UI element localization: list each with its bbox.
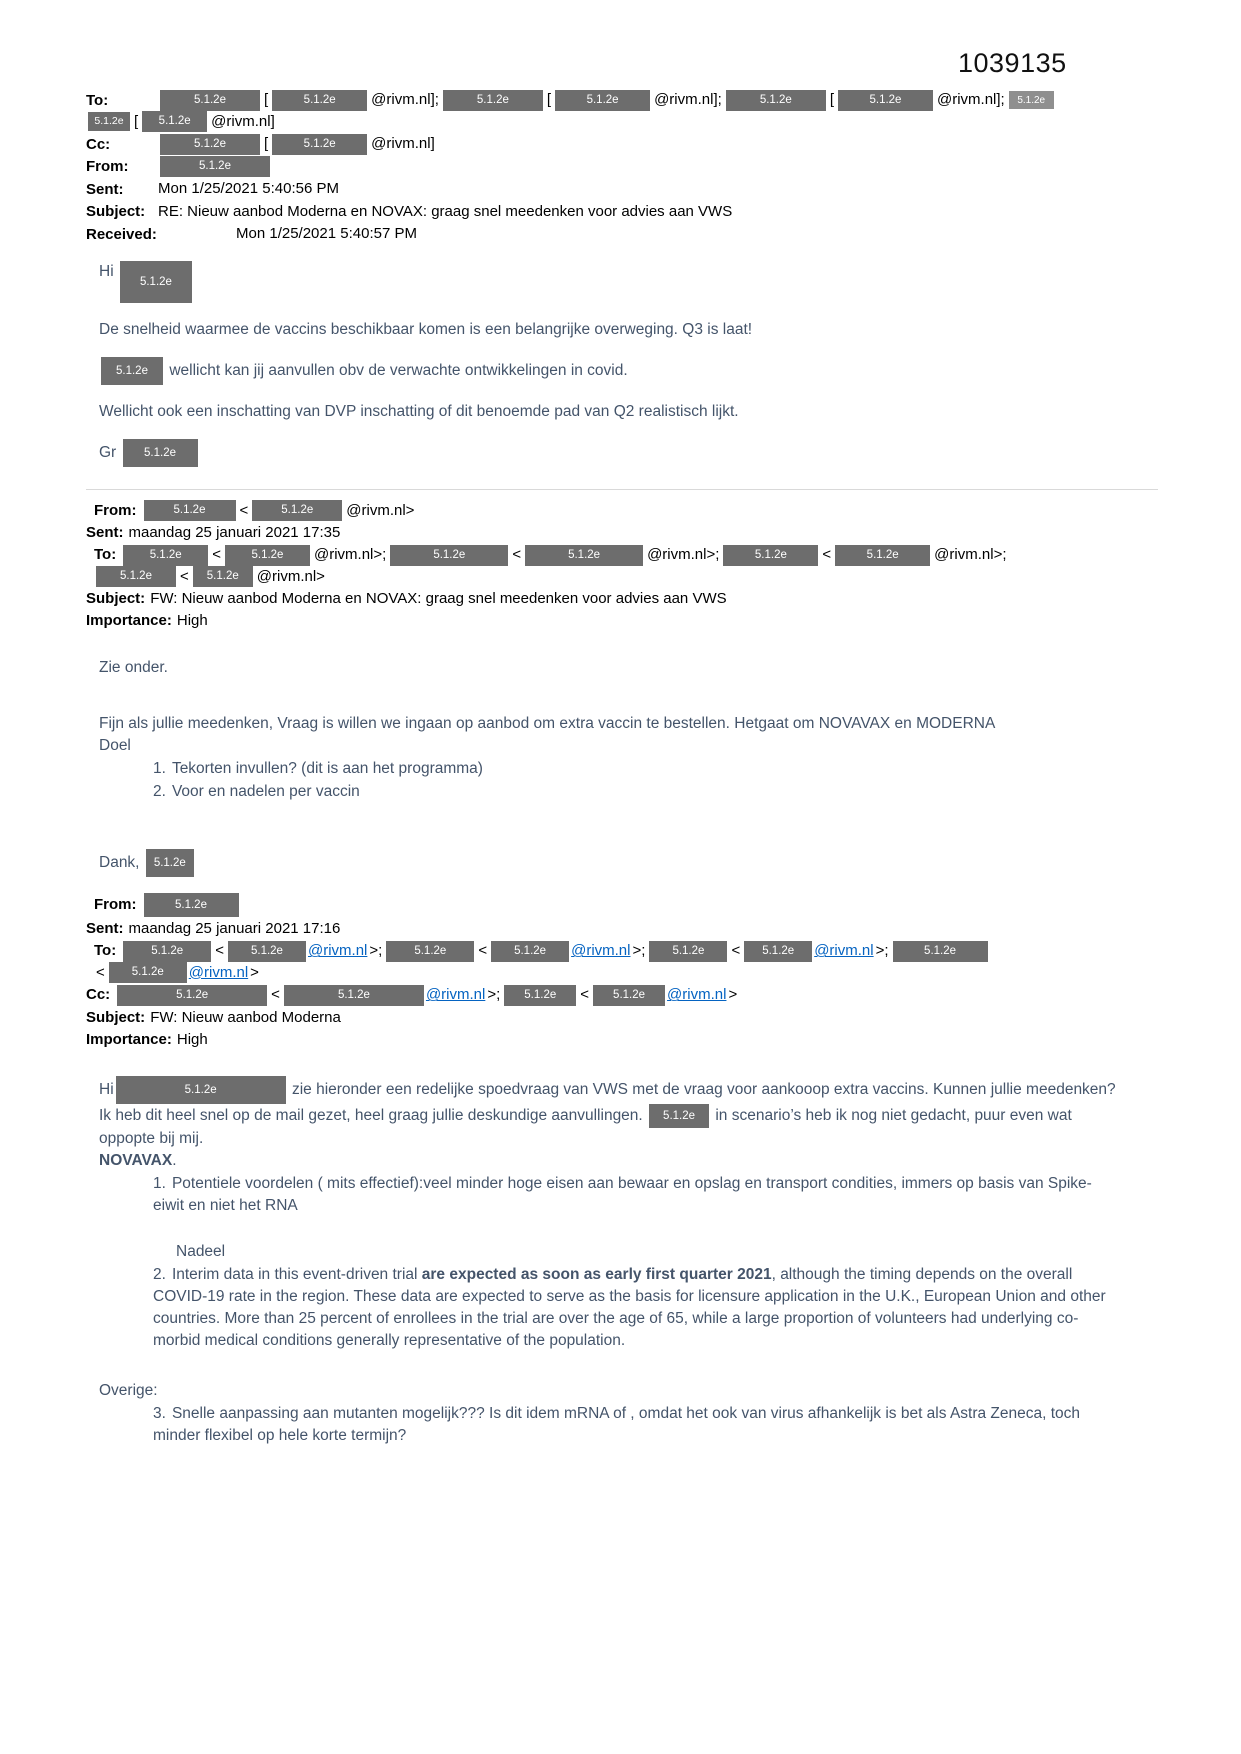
rivm-email-link[interactable]: @rivm.nl — [425, 986, 486, 1004]
page-number: 1039135 — [958, 48, 1067, 78]
list-number: 2. — [153, 783, 166, 801]
from-label: From: — [94, 896, 137, 914]
email-document-page — [86, 48, 1158, 1448]
address-token: @rivm.nl]; — [936, 91, 1005, 108]
redaction-box: 5.1.2e — [284, 985, 424, 1006]
novavax-title: NOVAVAX — [99, 1151, 173, 1169]
subject-value: FW: Nieuw aanbod Moderna — [150, 1008, 341, 1026]
redaction-box: 5.1.2e — [117, 985, 267, 1006]
sent-value: Mon 1/25/2021 5:40:56 PM — [158, 180, 339, 198]
redaction-box: 5.1.2e — [491, 941, 569, 962]
paragraph-text: in scenario’s heb ik nog niet gedacht, puur even wat oppopte bij mij. — [99, 1107, 1072, 1147]
address-token: @rivm.nl>; — [313, 546, 387, 564]
rivm-email-link[interactable]: @rivm.nl — [814, 942, 874, 960]
rivm-email-link[interactable]: @rivm.nl — [188, 963, 249, 981]
redaction-box: 5.1.2e — [96, 566, 176, 587]
header2-importance-row — [86, 610, 1158, 631]
list-item — [99, 781, 1118, 803]
bracket-token: [ — [264, 135, 269, 153]
subject-value: RE: Nieuw aanbod Moderna en NOVAX: graag snel meedenken voor advies aan VWS — [158, 202, 733, 220]
angle-token: < — [96, 963, 105, 981]
subject-label: Subject: — [86, 590, 146, 608]
novavax-heading — [99, 1150, 1118, 1172]
rivm-email-link[interactable]: @rivm.nl — [571, 942, 631, 960]
redaction-box: 5.1.2e — [252, 500, 342, 521]
signoff-text: Gr — [99, 443, 117, 461]
redaction-box: 5.1.2e — [272, 90, 367, 111]
paragraph: De snelheid waarmee de vaccins beschikbaar komen is een belangrijke overweging. Q3 is laat! — [99, 320, 753, 338]
overige-heading: Overige: — [99, 1381, 158, 1399]
greeting-text: Hi — [99, 1081, 114, 1098]
importance-value: High — [176, 1030, 208, 1048]
email3-body — [86, 1076, 1158, 1447]
paragraph — [99, 357, 1118, 385]
header2-from-row — [86, 500, 1158, 522]
bracket-token: [ — [546, 91, 552, 108]
address-token: @rivm.nl] — [211, 112, 275, 130]
sent-label: Sent: — [86, 524, 124, 542]
redaction-box: 5.1.2e — [443, 90, 543, 111]
redaction-box: 5.1.2e — [386, 941, 474, 962]
redaction-box: 5.1.2e — [835, 545, 930, 566]
header1-subject-row — [86, 201, 1158, 223]
angle-token: < — [212, 546, 221, 564]
address-token: @rivm.nl>; — [934, 546, 1007, 564]
list-text: Voor en nadelen per vaccin — [171, 783, 360, 801]
list-number: 3. — [153, 1404, 166, 1422]
address-token: @rivm.nl> — [346, 501, 415, 519]
redaction-box: 5.1.2e — [504, 985, 576, 1006]
redaction-box: 5.1.2e — [193, 566, 253, 587]
email2-body — [86, 657, 1158, 877]
paragraph: Wellicht ook een inschatting van DVP inschatting of dit benoemde pad van Q2 realistisch lijkt. — [99, 402, 739, 420]
header3-from-row — [86, 893, 1158, 917]
subject-label: Subject: — [86, 203, 146, 221]
redaction-box: 5.1.2e — [160, 134, 260, 155]
angle-token: < — [512, 546, 522, 564]
redaction-box: 5.1.2e — [144, 500, 236, 521]
redaction-box: 5.1.2e — [144, 893, 239, 917]
sent-value: maandag 25 januari 2021 17:16 — [128, 920, 341, 938]
header3-sent-row — [86, 918, 1158, 939]
period: . — [172, 1151, 177, 1169]
bracket-token: [ — [134, 112, 139, 130]
thread-divider — [86, 489, 1158, 490]
subject-label: Subject: — [86, 1008, 146, 1026]
header2-to-row — [86, 544, 1158, 587]
angle-token: < — [215, 942, 224, 960]
angle-token: < — [478, 942, 488, 960]
header3-importance-row — [86, 1029, 1158, 1050]
sent-label: Sent: — [86, 180, 124, 198]
redaction-box: 5.1.2e — [228, 941, 306, 962]
nadeel-heading: Nadeel — [176, 1242, 226, 1260]
redaction-box: 5.1.2e — [101, 357, 163, 385]
angle-token: >; — [487, 986, 501, 1004]
redaction-box: 5.1.2e — [838, 90, 933, 111]
list-text: Potentiele voordelen ( mits effectief):veel minder hoge eisen aan bewaar en opslag en transport condities, immers op basis van Spike-eiwit en niet het RNA — [153, 1174, 1092, 1214]
greeting-line — [99, 261, 1118, 303]
angle-token: < — [731, 942, 741, 960]
list-number: 1. — [153, 1174, 166, 1192]
address-token: @rivm.nl> — [256, 567, 325, 585]
importance-value: High — [176, 612, 208, 630]
redaction-box: 5.1.2e — [146, 849, 194, 877]
cc-label: Cc: — [86, 986, 111, 1004]
redaction-box: 5.1.2e — [525, 545, 643, 566]
bold-text: are expected as soon as early first quarter 2021 — [421, 1265, 772, 1283]
paragraph: Zie onder. — [99, 659, 168, 677]
sent-value: maandag 25 januari 2021 17:35 — [128, 524, 341, 542]
redaction-box: 5.1.2e — [649, 941, 727, 962]
redaction-box: 5.1.2e — [726, 90, 826, 111]
address-token: @rivm.nl>; — [647, 546, 720, 564]
angle-token: < — [180, 567, 189, 585]
angle-token: >; — [369, 942, 383, 960]
redaction-box: 5.1.2e — [593, 985, 665, 1006]
redaction-box: 5.1.2e — [123, 439, 198, 467]
paragraph-text: zie hieronder een redelijke spoedvraag van VWS met de vraag voor aankooop extra vaccins. Kunnen jullie meedenken? Ik heb dit heel snel op de mail gezet, heel graag jullie deskundige aanvullingen. — [99, 1081, 1116, 1124]
redaction-box: 5.1.2e — [1009, 91, 1054, 109]
list-number: 1. — [153, 760, 166, 778]
redaction-box: 5.1.2e — [88, 112, 130, 131]
header2-subject-row — [86, 588, 1158, 609]
list-item — [99, 758, 1118, 780]
redaction-box: 5.1.2e — [123, 545, 208, 566]
header1-from-row — [86, 156, 1158, 178]
bracket-token: [ — [829, 91, 834, 108]
redaction-box: 5.1.2e — [160, 156, 270, 177]
signoff-line — [99, 849, 1118, 877]
to-label: To: — [94, 942, 117, 960]
list-number: 2. — [153, 1265, 166, 1283]
list-text: Tekorten invullen? (dit is aan het programma) — [171, 760, 483, 778]
redaction-box: 5.1.2e — [123, 941, 211, 962]
list-item — [99, 1264, 1118, 1352]
redaction-box: 5.1.2e — [893, 941, 988, 962]
header3-subject-row — [86, 1007, 1158, 1028]
rivm-email-link[interactable]: @rivm.nl — [307, 942, 368, 960]
header3-cc-row — [86, 984, 1158, 1006]
header1-received-row — [86, 223, 1158, 245]
importance-label: Importance: — [86, 612, 172, 630]
cc-label: Cc: — [86, 135, 111, 153]
received-label: Received: — [86, 225, 157, 243]
angle-token: < — [580, 986, 590, 1004]
paragraph-text: wellicht kan jij aanvullen obv de verwachte ontwikkelingen in covid. — [169, 361, 628, 379]
email1-body — [86, 261, 1158, 467]
signoff-line — [99, 439, 1118, 467]
header3-to-row — [86, 940, 1158, 983]
subject-value: FW: Nieuw aanbod Moderna en NOVAX: graag snel meedenken voor advies aan VWS — [150, 590, 727, 608]
paragraph — [99, 1076, 1118, 1150]
redaction-box: 5.1.2e — [555, 90, 650, 111]
received-value: Mon 1/25/2021 5:40:57 PM — [236, 225, 417, 243]
list-text: Snelle aanpassing aan mutanten mogelijk??? Is dit idem mRNA of , omdat het ook van virus afhankelijk is bet als Astra Zeneca, toch minder flexibel op hele korte termijn? — [153, 1404, 1081, 1444]
list-item — [99, 1403, 1118, 1447]
redaction-box: 5.1.2e — [272, 134, 367, 155]
list-text: , although the timing depends on the overall COVID-19 rate in the region. These data are expected to serve as the basis for licensure application in the U.K., European Union and other countries. More than 25 percent of enrollees in the trial are over the age of 65, while a large proportion of volunteers had underlying co-morbid medical conditions generally representative of the population. — [153, 1265, 1106, 1349]
to-label: To: — [86, 91, 109, 109]
from-label: From: — [86, 158, 129, 176]
angle-token: < — [822, 546, 832, 564]
redaction-box: 5.1.2e — [649, 1104, 709, 1128]
sent-label: Sent: — [86, 920, 124, 938]
angle-token: < — [271, 986, 280, 1004]
address-token: @rivm.nl] — [371, 135, 435, 153]
redaction-box: 5.1.2e — [390, 545, 508, 566]
from-label: From: — [94, 501, 137, 519]
list-text: Interim data in this event-driven trial — [171, 1265, 422, 1283]
signoff-text: Dank, — [99, 854, 140, 872]
paragraph: Doel — [99, 737, 131, 755]
address-token: @rivm.nl]; — [654, 91, 722, 108]
redaction-box: 5.1.2e — [116, 1076, 286, 1104]
importance-label: Importance: — [86, 1030, 172, 1048]
redaction-box: 5.1.2e — [744, 941, 812, 962]
redaction-box: 5.1.2e — [120, 261, 192, 303]
header1-to-row — [86, 89, 1158, 132]
redaction-box: 5.1.2e — [723, 545, 818, 566]
angle-token: > — [250, 963, 259, 981]
list-item — [99, 1173, 1118, 1217]
redaction-box: 5.1.2e — [160, 90, 260, 111]
paragraph: Fijn als jullie meedenken, Vraag is willen we ingaan op aanbod om extra vaccin te bestellen. Hetgaat om NOVAVAX en MODERNA — [99, 715, 996, 733]
angle-token: >; — [875, 942, 889, 960]
address-token: @rivm.nl]; — [371, 91, 439, 108]
header2-sent-row — [86, 522, 1158, 543]
redaction-box: 5.1.2e — [225, 545, 310, 566]
redaction-box: 5.1.2e — [109, 962, 187, 983]
bracket-token: [ — [264, 91, 269, 108]
rivm-email-link[interactable]: @rivm.nl — [667, 986, 727, 1004]
angle-token: < — [239, 501, 249, 519]
angle-token: >; — [632, 942, 646, 960]
header1-sent-row — [86, 178, 1158, 200]
redaction-box: 5.1.2e — [142, 111, 207, 132]
greeting-text: Hi — [99, 262, 114, 280]
to-label: To: — [94, 546, 117, 564]
header1-cc-row — [86, 133, 1158, 155]
angle-token: > — [728, 986, 738, 1004]
